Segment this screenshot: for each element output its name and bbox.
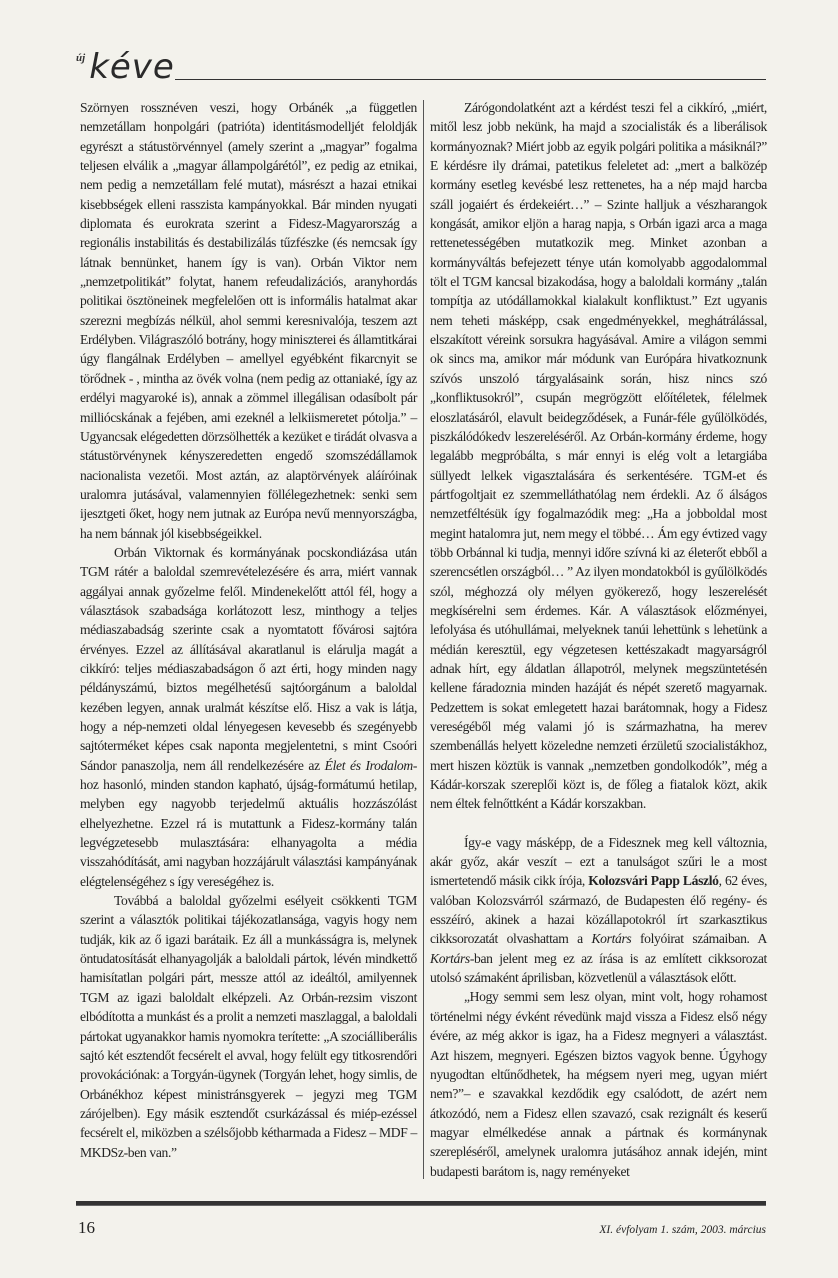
italic-title: Kortárs [591,931,632,947]
magazine-logo [76,48,175,86]
issue-info: XI. évfolyam 1. szám, 2003. március [599,1223,766,1236]
paragraph [80,891,417,1162]
italic-title: Élet és Irodalom [324,757,413,773]
author-name: Kolozsvári Papp László [588,873,719,889]
paragraph-text: Szörnyen rossznéven veszi, hogy Orbánék „a független nemzetállam honpolgári (patrióta) identitásmodelljét feloldják egyrészt a státustörvénnyel (amely szerint a „magyar” fogalma teljesen elválik a „magyar állampolgárétól”, ez pedig az etnikai, nem pedig a nemzetállam felé mutat), másrészt a hazai etnikai kisebbségek elleni rasszista kampányokkal. Bár minden nyugati diplomata és eurokrata szerint a Fidesz-Magyarország a regionális instabilitás és destabilizálás tűzfészke (és nemcsak így látnak bennünket, hanem így is van). Orbán Viktor nem „nemzetpolitikát” folytat, hanem refeudalizációs, aranyhordás politikai ösztöneinek megfelelően ott is informális hatalmat akar szerezni megbízás nélkül, ahol semmi keresnivalója, teszem azt Erdélyben. Világraszóló botrány, hogy miniszterei és államtitkárai úgy flangálnak Erdélyben – amellyel egyébként fikarcnyit se törődnek - , mintha az övék volna (nem pedig az ottaniaké, így az erdélyi magyaroké is), annak a zömmel illegálisan odasíbolt pár milliócskának a fejében, ami ezeknél a lelkiismeretet pótolja.” – Ugyancsak elégedetten dörzsölhették a kezüket e tirádát olvasva a státustörvénynek kényszeredetten engedő szomszédállamok nacionalista vezetői. Most aztán, az alaptörvények aláíróinak uralomra jutásával, valamennyien föllélegezhetnek: senki sem ijesztgeti őket, hogy nem jutnak az Európa nevű mennyországba, ha nem bánnak jól kisebbségeikkel. [80,100,417,541]
paragraph [80,543,417,891]
paragraph [80,98,417,543]
page-footer [76,1218,766,1238]
paragraph-text: folyóirat számaiban. A [631,931,767,947]
paragraph [430,833,767,988]
paragraph-text: Orbán Viktornak és kormányának pocskondiázása után TGM rátér a baloldal szemrevételezésére és arra, miért vannak aggályai annak győzelme felől. Mindenekelőtt attól fél, hogy a választások szabadsága korlátozott lesz, minthogy a teljes médiaszabadság szerinte csak a nyomtatott fővárosi sajtóra érvényes. Ezzel az állításával akaratlanul is elárulja magát a cikkíró: teljes médiaszabadságon ő azt érti, hogy minden nagy példányszámú, biztos megélhetésű sajtóorgánum a baloldal kezében legyen, annak uralmát készítse elő. Hisz a vak is látja, hogy a nép-nemzeti oldal lényegesen kevesebb és szegényebb sajtóterméket képes csak naponta megjelentetni, s mint Csoóri Sándor panaszolja, nem áll rendelkezésére az [80,544,417,773]
page-header [76,46,766,86]
paragraph-text: -ban jelent meg ez az írása is az említett cikksorozat utolsó számaként áprilisban, közvetlenül a választások előtt. [430,950,767,986]
paragraph [430,987,767,1180]
right-column [424,98,767,1181]
paragraph-text: -hoz hasonló, minden standon kapható, újság-formátumú hetilap, melyben egy nagyobb terjedelmű aktuális hozzászólást elhelyezhetne. Ezzel rá is mutattunk a Fidesz-kormány talán legvégzetesebb mulasztására: elhanyagolta a média visszahódítását, ami nagyban hozzájárult választási kampányának elégtelenségéhez s így vereségéhez is. [80,757,417,889]
header-rule [175,79,766,80]
logo-main-text: kéve [89,47,175,87]
left-column [80,98,423,1181]
paragraph-text: , 62 éves, valóban Kolozsvárról származó, de Budapesten élő regény- és esszéíró, akinek a hazai közállapotokról írt szarkasztikus cikksorozatát olvashattam a [430,873,767,947]
paragraph-text: Így-e vagy másképp, de a Fidesznek meg kell változnia, akár győz, akár veszít – ezt a tanulságot szűri le a most ismertetendő másik cikk írója, [430,834,767,889]
paragraph-text: „Hogy semmi sem lesz olyan, mint volt, hogy rohamost történelmi négy évként révedünk majd vissza a Fidesz első négy évére, az még akkor is igaz, ha a Fidesz megnyeri a választást. Azt hiszem, megnyeri. Egészen biztos vagyok benne. Úgyhogy nyugodtan eltűnődhetek, ha mégsem nyeri meg, ugyan miért nem?”– e szavakkal kezdődik egy csalódott, de azért nem átkozódó, nem a Fidesz ellen szavazó, csak rezignált és keserű magyar elmélkedése annak a pártnak és kormánynak szerepléséről, amelynek uralomra jutásához annak idején, mint budapesti barátom is, nagy reményeket [430,989,767,1179]
footer-rule [76,1201,766,1206]
paragraph-text: Zárógondolatként azt a kérdést teszi fel a cikkíró, „miért, mitől lesz jobb nekünk, ha majd a szocialisták és a liberálisok kormányoznak? Miért jobb az egyik polgári politika a másiknál?” E kérdésre ily drámai, patetikus feleletet ad: „mert a balközép kormány esetleg kevésbé lesz rettenetes, ha a nép majd harcba száll jogaiért és érdekeiért…” – Szinte halljuk a vészharangok kongását, amikor eljön a harag napja, s Orbán igazi arca a maga rettenetességében mutatkozik meg. Minket azonban a kormányváltás befejezett ténye után komolyabb aggodalommal tölt el TGM kancsal bizakodása, hogy a baloldali kormány „talán tompítja az utódállamokkal kialakult konfliktust.” Ezt ugyanis nem teheti másképp, csak engedményekkel, meghátrálással, elszakított véreink sorsukra hagyásával. Amire a világon semmi ok sincs ma, amikor már módunk van Európára hivatkoznunk szívós unszoló tárgyalásaink során, hisz nincs szó „konfliktusokról”, csupán megrögzött előítéletek, félelmek eloszlatásáról, elavult beidegződések, a Funár-féle gyűlölködés, piszkálódókedv leszereléséről. Az Orbán-kormány érdeme, hogy legalább megpróbálta, s már ennyi is elég volt a letargiába süllyedt lelkek vigasztalására és serkentésére. TGM-et és pártfogoltjait ez szemmelláthatólag nem érdekli. Az ő álságos nemzetféltésük így fogalmazódik meg: „Ha a jobboldal most megint hatalomra jut, nem megy el többé… Ám egy évtized vagy több Orbánnal ki tudja, mennyi időre szívná ki az életerőt ebből a szerencsétlen országból… ” Az ilyen mondatokból is gyűlölködés szól, méghozzá oly mélyen gyökerező, hogy leszerelését megkísérelni sem érdemes. Kár. A választások előzményei, lefolyása és utóhullámai, melyeknek tanúi lehettünk s lehetünk a médián keresztül, egy végzetesen kettészakadt magyarságról adnak hírt, egy áldatlan állapotról, melynek megszüntetésén kellene fáradoznia minden hazáját és népét szerető magyarnak. Pedzettem is sokat emlegetett hazai barátomnak, hogy a Fidesz vereségéből még valami jó is származhatna, ha merev szembenállás helyett közeledne nemzeti érzületű szocialistákhoz, mert hiszen köztük is vannak „nemzetben gondolkodók”, még a Kádár-korszak szereplői közt is, de főleg a fiatalok közt, akik nem éltek felnőttként a Kádár korszakban. [430,100,767,812]
logo-small-text: új [76,52,86,64]
paragraph-text: Továbbá a baloldal győzelmi esélyeit csökkenti TGM szerint a választók politikai tájékozatlansága, vagyis hogy nem tudják, kik az ő igazi barátaik. Ez áll a munkásságra is, melynek öntudatosítását elhanyagolják a baloldali pártok, lévén mindkettő hamisítatlan polgári párt, messze attól az ideáltól, amilyennek TGM az igazi baloldalt elképzeli. Az Orbán-rezsim viszont elbódította a munkást és a prolit a nemzeti maszlaggal, a baloldali pártokat ugyanakkor hamis nyomokra terítette: „A szociálliberális sajtó két esztendőt fecsérelt el avval, hogy felült egy titkosrendőri provokációnak: a Torgyán-ügynek (Torgyán lehet, hogy simlis, de Orbánékhoz képest ministránsgyerek – jegyzi meg TGM zárójelben). Egy másik esztendőt csurkázással és miép-ezéssel fecsérelt el, miközben a szélsőjobb kétharmada a Fidesz – MDF – MKDSz-ben van.” [80,893,417,1160]
italic-title: Kortárs [430,950,470,966]
article-columns [76,98,766,1181]
paragraph [430,98,767,814]
page-number: 16 [78,1217,95,1237]
